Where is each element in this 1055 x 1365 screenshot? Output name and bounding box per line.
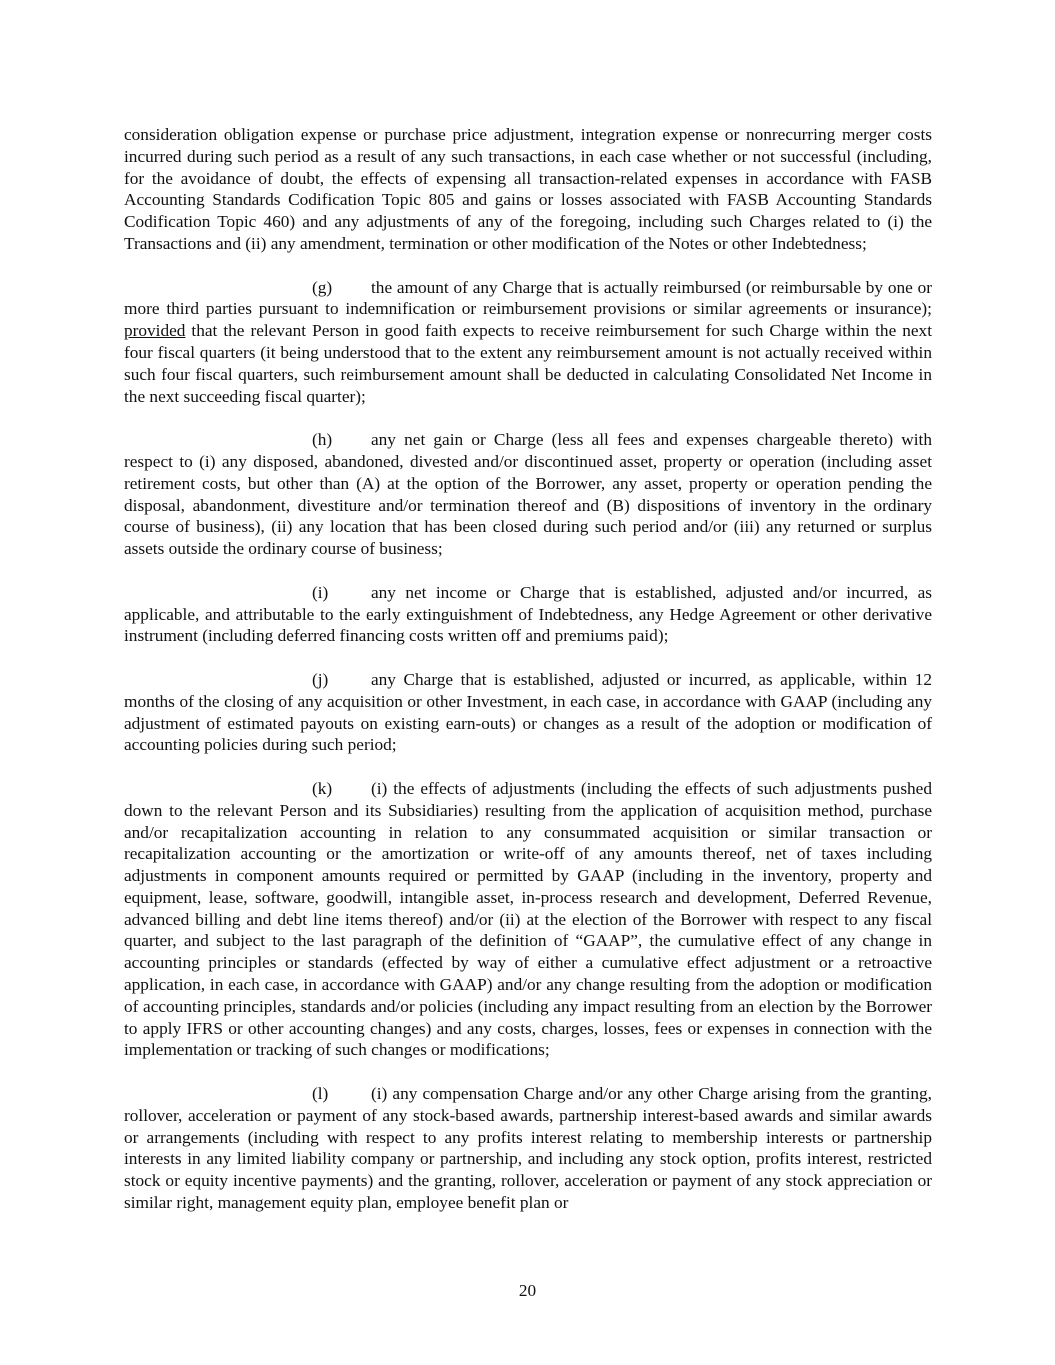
clause-text: (i) any compensation Charge and/or any other Charge arising from the granting, rollover, acceleration or payment of any stock-based awards, partnership interest-based awards and similar awards or arrangements (including with respect to any profits interest relating to membership interests or partnership interests in any limited liability company or partnership, and including any stock option, profits interest, restricted stock or equity incentive payments) and the granting, rollover, acceleration or payment of any stock appreciation or similar right, management equity plan, employee benefit plan or xyxy=(124,1084,932,1213)
clause-text: that the relevant Person in good faith expects to receive reimbursement for such Charge within the next four fiscal quarters (it being understood that to the extent any reimbursement amount is not actually received within such four fiscal quarters, such reimbursement amount shall be deducted in calculating Consolidated Net Income in the next succeeding fiscal quarter); xyxy=(124,321,932,406)
clause-label: (l) xyxy=(312,1084,329,1104)
clause-text: any net income or Charge that is established, adjusted and/or incurred, as applicable, and attributable to the early extinguishment of Indebtedness, any Hedge Agreement or other derivative instrument (including deferred financing costs written off and premiums paid); xyxy=(124,582,932,646)
page-number: 20 xyxy=(518,1281,537,1300)
clause-label: (i) xyxy=(312,582,329,602)
clause-h xyxy=(124,429,932,560)
clause-text: any net gain or Charge (less all fees and expenses chargeable thereto) with respect to (i) any disposed, abandoned, divested and/or discontinued asset, property or operation (including asset retirement costs, but other than (A) at the option of the Borrower, any asset, property or operation pending the disposal, abandonment, divestiture and/or termination thereof and (B) dispositions of inventory in the ordinary course of business), (ii) any location that has been closed during such period and/or (iii) any returned or surplus assets outside the ordinary course of business; xyxy=(124,430,932,559)
clause-label: (k) xyxy=(312,778,333,798)
paragraph-continuation: consideration obligation expense or purchase price adjustment, integration expense or nonrecurring merger costs incurred during such period as a result of any such transactions, in each case whether or not successful (including, for the avoidance of doubt, the effects of expensing all transaction-related expenses in accordance with FASB Accounting Standards Codification Topic 805 and gains or losses associated with FASB Accounting Standards Codification Topic 460) and any adjustments of any of the foregoing, including such Charges related to (i) the Transactions and (ii) any amendment, termination or other modification of the Notes or other Indebtedness; xyxy=(124,125,932,253)
clause-l xyxy=(124,1083,932,1214)
clause-label: (j) xyxy=(312,669,329,689)
underlined-term: provided xyxy=(124,321,186,341)
clause-text: any Charge that is established, adjusted or incurred, as applicable, within 12 months of the closing of any acquisition or other Investment, in each case, in accordance with GAAP (including any adjustment of estimated payouts on existing earn-outs) or changes as a result of the adoption or modification of accounting policies during such period; xyxy=(124,669,932,755)
clause-label: (g) xyxy=(312,277,333,297)
clause-text: (i) the effects of adjustments (including the effects of such adjustments pushed down to the relevant Person and its Subsidiaries) resulting from the application of acquisition method, purchase and/or recapitalization accounting in relation to any consummated acquisition or similar transaction or recapitalization accounting or the amortization or write-off of any amounts thereof, net of taxes including adjustments in component amounts required or permitted by GAAP (including in the inventory, property and equipment, lease, software, goodwill, intangible asset, in-process research and development, Deferred Revenue, advanced billing and debt line items thereof) and/or (ii) at the election of the Borrower with respect to any fiscal quarter, and subject to the last paragraph of the definition of “GAAP”, the cumulative effect of any change in accounting principles or standards (effected by way of either a cumulative effect adjustment or a retroactive application, in each case, in accordance with GAAP) and/or any change resulting from the adoption or modification of accounting principles, standards and/or policies (including any impact resulting from an election by the Borrower to apply IFRS or other accounting changes) and any costs, charges, losses, fees or expenses in connection with the implementation or tracking of such changes or modifications; xyxy=(124,778,932,1060)
clause-j xyxy=(124,669,932,756)
clause-label: (h) xyxy=(312,430,333,450)
clause-text: the amount of any Charge that is actually reimbursed (or reimbursable by one or more third parties pursuant to indemnification or reimbursement provisions or similar agreements or insurance); xyxy=(124,277,932,319)
clause-g xyxy=(124,277,932,408)
clause-k xyxy=(124,778,932,1061)
document-body xyxy=(124,124,932,1236)
clause-i xyxy=(124,582,932,647)
